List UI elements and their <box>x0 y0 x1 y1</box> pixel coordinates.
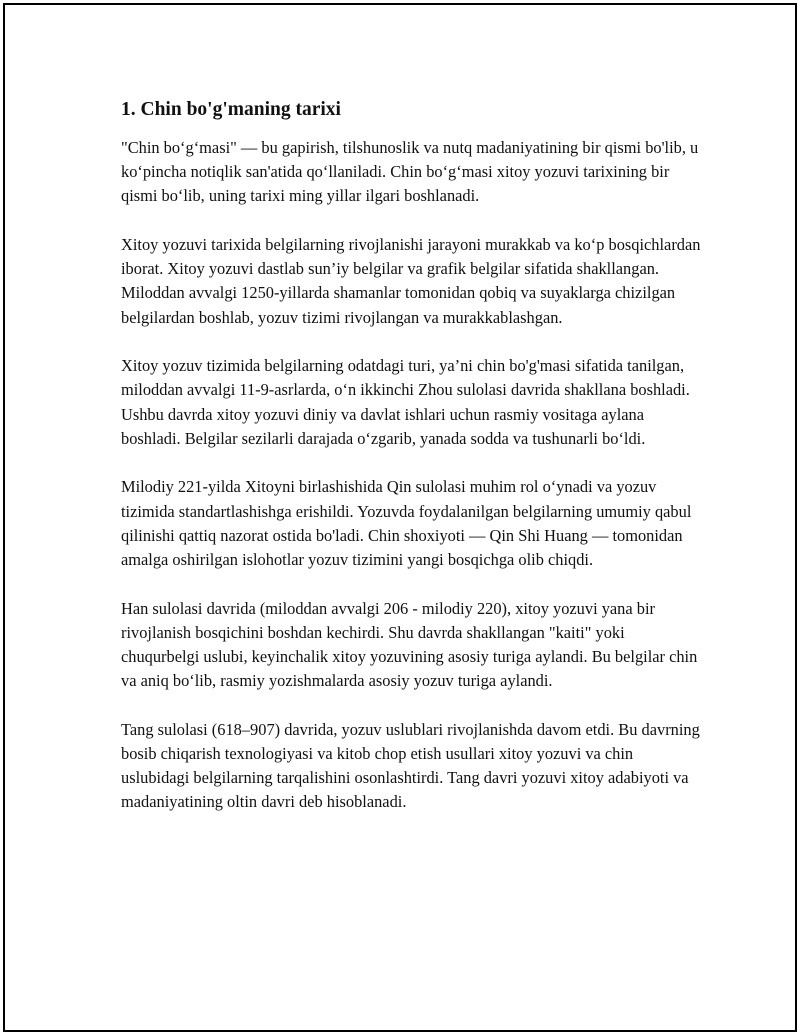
page-frame <box>3 3 797 1032</box>
document-body <box>121 97 701 839</box>
paragraph-3: Xitoy yozuv tizimida belgilarning odatdagi turi, ya’ni chin bo'g'masi sifatida tanilgan, miloddan avvalgi 11-9-asrlarda, o‘n ikkinchi Zhou sulolasi davrida shakllana boshladi. Ushbu davrda xitoy yozuvi diniy va davlat ishlari uchun rasmiy vositaga aylana boshladi. Belgilar sezilarli darajada o‘zgarib, yanada sodda va tushunarli bo‘ldi. <box>121 356 690 448</box>
paragraph-1: "Chin bo‘g‘masi" — bu gapirish, tilshunoslik va nutq madaniyatining bir qismi bo'lib, u ko‘pincha notiqlik san'atida qo‘llaniladi. Chin bo‘g‘masi xitoy yozuvi tarixining bir qismi bo‘lib, uning tarixi ming yillar ilgari boshlanadi. <box>121 138 699 206</box>
section-heading: 1. Chin bo'g'maning tarixi <box>121 99 341 120</box>
paragraph-5: Han sulolasi davrida (miloddan avvalgi 206 - milodiy 220), xitoy yozuvi yana bir rivojlanish bosqichini boshdan kechirdi. Shu davrda shakllangan "kaiti" yoki chuqurbelgi uslubi, keyinchalik xitoy yozuvining asosiy turiga aylandi. Bu belgilar chin va aniq bo‘lib, rasmiy yozishmalarda asosiy yozuv turiga aylandi. <box>121 598 698 691</box>
paragraph-6: Tang sulolasi (618–907) davrida, yozuv uslublari rivojlanishda davom etdi. Bu davrning bosib chiqarish texnologiyasi va kitob chop etish usullari xitoy yozuvi va chin uslubidagi belgilarning tarqalishini osonlashtirdi. Tang davri yozuvi xitoy adabiyoti va madaniyatining oltin davri deb hisoblanadi. <box>121 719 700 812</box>
paragraph-2: Xitoy yozuvi tarixida belgilarning rivojlanishi jarayoni murakkab va ko‘p bosqichlardan iborat. Xitoy yozuvi dastlab sun’iy belgilar va grafik belgilar sifatida shakllangan. Miloddan avvalgi 1250-yillarda shamanlar tomonidan qobiq va suyaklarga chizilgan belgilardan boshlab, yozuv tizimi rivojlangan va murakkablashgan. <box>121 235 701 327</box>
paragraph-4: Milodiy 221-yilda Xitoyni birlashishida Qin sulolasi muhim rol o‘ynadi va yozuv tizimida standartlashishga erishildi. Yozuvda foydalanilgan belgilarning umumiy qabul qilinishi qattiq nazorat ostida bo'ladi. Chin shoxiyoti — Qin Shi Huang — tomonidan amalga oshirilgan islohotlar yozuv tizimini yangi bosqichga olib chiqdi. <box>121 477 692 570</box>
